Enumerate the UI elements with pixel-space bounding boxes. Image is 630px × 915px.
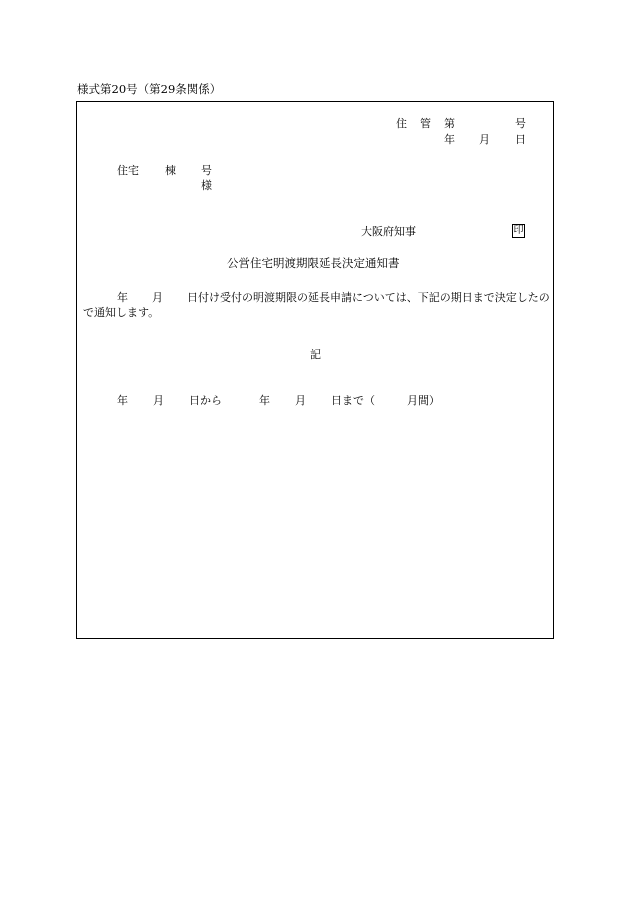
document-title: 公営住宅明渡期限延長決定通知書 [227, 256, 400, 270]
header-date-month: 月 [479, 133, 490, 146]
period-from-day: 日から [189, 394, 222, 407]
addressee-building: 棟 [165, 164, 176, 177]
number-prefix-dai: 第 [444, 117, 455, 130]
body-text: 日付け受付の明渡期限の延長申請については、下記の期日まで決定したので通知します。 [83, 291, 550, 319]
body-paragraph [83, 290, 553, 320]
seal-stamp: 印 [513, 225, 524, 236]
header-date-year: 年 [444, 133, 455, 146]
header-date-day: 日 [515, 133, 526, 146]
addressee-number: 号 [201, 164, 212, 177]
period-months: 月間） [407, 394, 440, 407]
addressee-honorific: 様 [201, 179, 212, 192]
form-number: 様式第20号（第29条関係） [77, 82, 222, 96]
ki-heading: 記 [310, 348, 321, 361]
issuer-title: 大阪府知事 [361, 225, 416, 238]
body-month: 月 [152, 291, 163, 304]
number-prefix-ju: 住 [396, 117, 407, 130]
period-to-month: 月 [295, 394, 306, 407]
body-year: 年 [117, 291, 128, 304]
notice-frame [76, 101, 554, 639]
number-prefix-kan: 管 [420, 117, 431, 130]
addressee-housing: 住宅 [117, 164, 139, 177]
period-from-year: 年 [117, 394, 128, 407]
number-suffix: 号 [515, 117, 526, 130]
period-to-day: 日まで（ [331, 394, 375, 407]
period-from-month: 月 [153, 394, 164, 407]
period-to-year: 年 [259, 394, 270, 407]
